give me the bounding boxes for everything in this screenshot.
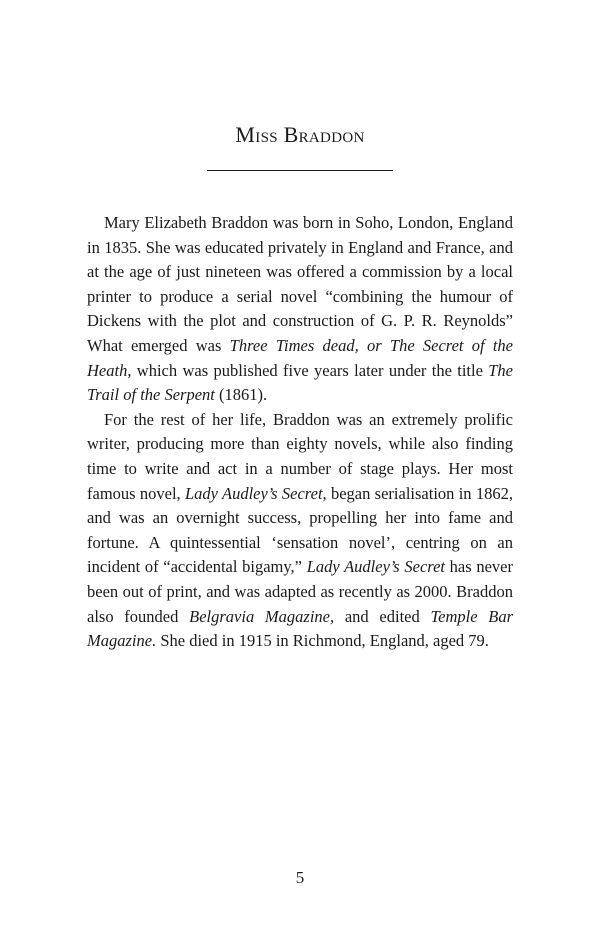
paragraph-text: and edited [334,606,431,626]
paragraph-text: which was published five years later under the title [131,360,489,380]
paragraph-text: For the rest of her life, Braddon was an extremely prolific writer, producing more than eighty novels, while also finding time to write and act in a number of stage plays. Her most famous novel, [87,409,513,503]
body-text [87,211,513,654]
italic-title-text: The Trail of the Serpent [87,360,513,405]
italic-title-text: Three Times dead, or The Secret of the Heath, [87,335,513,380]
paragraph-text: (1861). [214,385,268,405]
chapter-title: Miss Braddon [235,122,365,147]
page-number: 5 [295,868,305,887]
italic-title-text: Temple Bar Magazine. [87,606,514,651]
paragraph-text: began serialisation in 1862, and was an overnight success, propelling her into fame and fortune. A quintessential ‘sensation novel’, centring on an incident of “accidental bigamy,” [87,483,513,577]
paragraph-text: Mary Elizabeth Braddon was born in Soho, London, England in 1835. She was educated privately in England and France, and at the age of just nineteen was offered a commission by a local printer to produce a serial novel “combining the humour of Dickens with the plot and construction of G. P. R. Reynolds” What emerged was [87,213,513,355]
paragraph-text: She died in 1915 in Richmond, England, aged 79. [156,631,489,651]
title-divider [207,170,393,171]
paragraph-2 [87,408,513,654]
paragraph-text: has never been out of print, and was adapted as recently as 2000. Braddon also founded [87,557,514,626]
italic-title-text: Belgravia Magazine, [189,606,335,626]
italic-title-text: Lady Audley’s Secret, [184,483,327,503]
paragraph-1 [87,211,513,408]
italic-title-text: Lady Audley’s Secret [306,557,445,577]
